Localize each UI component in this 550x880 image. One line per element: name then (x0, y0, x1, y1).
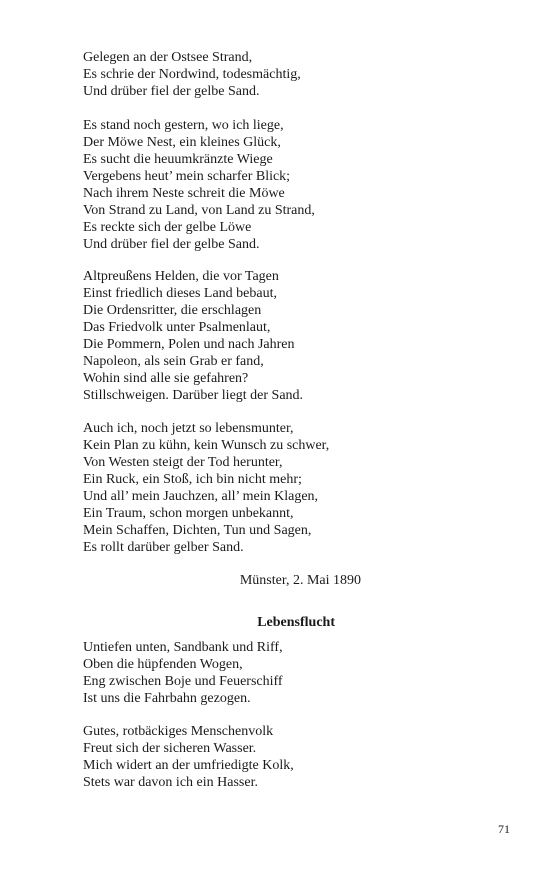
verse-line: Nach ihrem Neste schreit die Möwe (83, 186, 285, 201)
verse-line: Ein Ruck, ein Stoß, ich bin nicht mehr; (83, 472, 302, 487)
poem-stanza (83, 49, 383, 100)
verse-line: Auch ich, noch jetzt so lebensmunter, (83, 421, 294, 436)
verse-line: Eng zwischen Boje und Feuerschiff (83, 674, 283, 689)
verse-line: Vergebens heut’ mein scharfer Blick; (83, 169, 291, 184)
verse-line: Napoleon, als sein Grab er fand, (83, 354, 264, 369)
verse-line: Freut sich der sicheren Wasser. (83, 741, 257, 756)
verse-line: Stets war davon ich ein Hasser. (83, 775, 258, 790)
verse-line: Altpreußens Helden, die vor Tagen (83, 269, 279, 284)
poem-dateline: Münster, 2. Mai 1890 (239, 573, 361, 588)
verse-line: Kein Plan zu kühn, kein Wunsch zu schwer, (83, 438, 330, 453)
poem-title: Lebensflucht (257, 615, 335, 630)
verse-line: Es rollt darüber gelber Sand. (83, 540, 244, 555)
verse-line: Die Pommern, Polen und nach Jahren (83, 337, 295, 352)
verse-line: Und all’ mein Jauchzen, all’ mein Klagen, (83, 489, 319, 504)
verse-line: Mein Schaffen, Dichten, Tun und Sagen, (83, 523, 312, 538)
verse-line: Gelegen an der Ostsee Strand, (83, 50, 253, 65)
verse-line: Stillschweigen. Darüber liegt der Sand. (83, 388, 304, 403)
verse-line: Von Strand zu Land, von Land zu Strand, (83, 203, 315, 218)
verse-line: Es schrie der Nordwind, todesmächtig, (83, 67, 301, 82)
poem-stanza (83, 420, 383, 556)
verse-line: Die Ordensritter, die erschlagen (83, 303, 262, 318)
verse-line: Das Friedvolk unter Psalmenlaut, (83, 320, 271, 335)
verse-line: Oben die hüpfenden Wogen, (83, 657, 243, 672)
verse-line: Von Westen steigt der Tod herunter, (83, 455, 283, 470)
verse-line: Mich widert an der umfriedigte Kolk, (83, 758, 294, 773)
verse-line: Es reckte sich der gelbe Löwe (83, 220, 252, 235)
page-number: 71 (498, 822, 510, 836)
poem-stanza (83, 117, 383, 253)
poem-stanza (83, 639, 383, 707)
verse-line: Ist uns die Fahrbahn gezogen. (83, 691, 251, 706)
verse-line: Gutes, rotbäckiges Menschenvolk (83, 724, 274, 739)
verse-line: Ein Traum, schon morgen unbekannt, (83, 506, 294, 521)
poem-stanza (83, 268, 383, 404)
verse-line: Und drüber fiel der gelbe Sand. (83, 84, 260, 99)
verse-line: Es stand noch gestern, wo ich liege, (83, 118, 284, 133)
verse-line: Untiefen unten, Sandbank und Riff, (83, 640, 283, 655)
verse-line: Wohin sind alle sie gefahren? (83, 371, 249, 386)
verse-line: Einst friedlich dieses Land bebaut, (83, 286, 277, 301)
verse-line: Der Möwe Nest, ein kleines Glück, (83, 135, 281, 150)
verse-line: Und drüber fiel der gelbe Sand. (83, 237, 260, 252)
verse-line: Es sucht die heuumkränzte Wiege (83, 152, 273, 167)
poem-stanza (83, 723, 383, 791)
